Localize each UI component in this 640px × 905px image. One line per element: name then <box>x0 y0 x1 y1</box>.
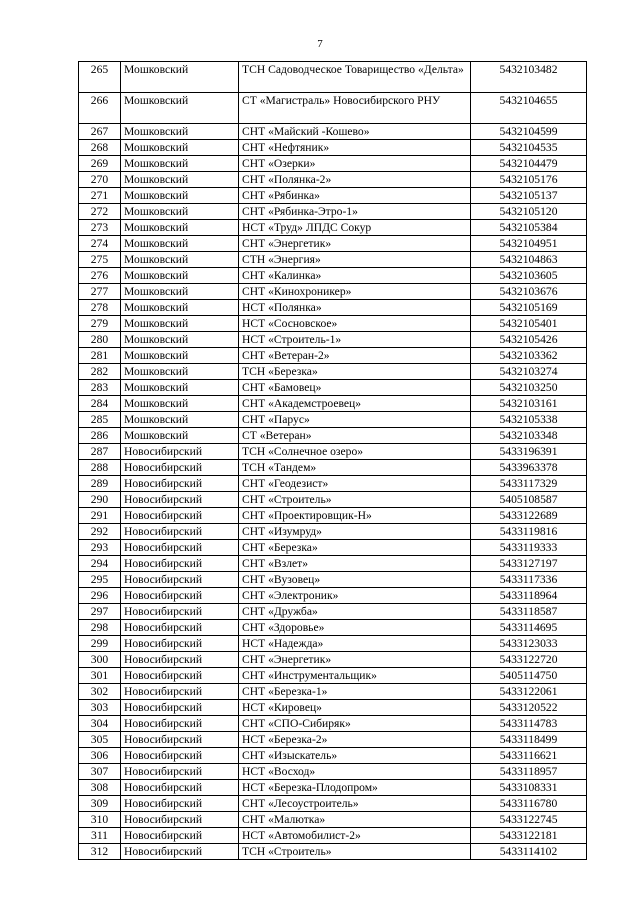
district-cell: Мошковский <box>121 124 239 140</box>
row-number: 275 <box>79 252 121 268</box>
table-row <box>79 412 587 428</box>
district-cell: Новосибирский <box>121 684 239 700</box>
row-number: 291 <box>79 508 121 524</box>
organization-name-cell: СНТ «Березка-1» <box>239 684 471 700</box>
inn-cell: 5432104863 <box>471 252 587 268</box>
organization-name-cell: СНТ «Взлет» <box>239 556 471 572</box>
registry-table <box>78 61 587 860</box>
inn-cell: 5433120522 <box>471 700 587 716</box>
table-row <box>79 236 587 252</box>
table-row <box>79 588 587 604</box>
table-row <box>79 93 587 124</box>
district-cell: Мошковский <box>121 284 239 300</box>
inn-cell: 5405114750 <box>471 668 587 684</box>
table-row <box>79 204 587 220</box>
inn-cell: 5432103362 <box>471 348 587 364</box>
organization-name-cell: СНТ «Рябинка-Этро-1» <box>239 204 471 220</box>
row-number: 281 <box>79 348 121 364</box>
organization-name-cell: НСТ «Автомобилист-2» <box>239 828 471 844</box>
inn-cell: 5432104479 <box>471 156 587 172</box>
table-row <box>79 620 587 636</box>
inn-cell: 5433963378 <box>471 460 587 476</box>
row-number: 268 <box>79 140 121 156</box>
table-row <box>79 396 587 412</box>
inn-cell: 5433114783 <box>471 716 587 732</box>
row-number: 311 <box>79 828 121 844</box>
organization-name-cell: НСТ «Полянка» <box>239 300 471 316</box>
organization-name-cell: СТ «Магистраль» Новосибирского РНУ <box>239 93 471 124</box>
table-row <box>79 684 587 700</box>
district-cell: Новосибирский <box>121 716 239 732</box>
table-row <box>79 492 587 508</box>
district-cell: Мошковский <box>121 412 239 428</box>
organization-name-cell: СНТ «Рябинка» <box>239 188 471 204</box>
table-row <box>79 764 587 780</box>
table-row <box>79 124 587 140</box>
district-cell: Новосибирский <box>121 556 239 572</box>
district-cell: Мошковский <box>121 188 239 204</box>
inn-cell: 5433122181 <box>471 828 587 844</box>
row-number: 284 <box>79 396 121 412</box>
inn-cell: 5433118499 <box>471 732 587 748</box>
row-number: 277 <box>79 284 121 300</box>
table-row <box>79 604 587 620</box>
inn-cell: 5432103348 <box>471 428 587 444</box>
organization-name-cell: НСТ «Труд» ЛПДС Сокур <box>239 220 471 236</box>
row-number: 267 <box>79 124 121 140</box>
table-row <box>79 140 587 156</box>
inn-cell: 5432105120 <box>471 204 587 220</box>
table-row <box>79 62 587 93</box>
row-number: 283 <box>79 380 121 396</box>
district-cell: Новосибирский <box>121 764 239 780</box>
inn-cell: 5433117336 <box>471 572 587 588</box>
organization-name-cell: СНТ «Изыскатель» <box>239 748 471 764</box>
row-number: 295 <box>79 572 121 588</box>
organization-name-cell: ТСН «Тандем» <box>239 460 471 476</box>
row-number: 304 <box>79 716 121 732</box>
table-row <box>79 348 587 364</box>
inn-cell: 5433122720 <box>471 652 587 668</box>
inn-cell: 5432103161 <box>471 396 587 412</box>
organization-name-cell: СНТ «Калинка» <box>239 268 471 284</box>
row-number: 285 <box>79 412 121 428</box>
inn-cell: 5432105384 <box>471 220 587 236</box>
organization-name-cell: СНТ «Дружба» <box>239 604 471 620</box>
row-number: 288 <box>79 460 121 476</box>
table-row <box>79 268 587 284</box>
table-row <box>79 780 587 796</box>
inn-cell: 5433114102 <box>471 844 587 860</box>
table-row <box>79 716 587 732</box>
table-row <box>79 812 587 828</box>
organization-name-cell: СНТ «Электроник» <box>239 588 471 604</box>
organization-name-cell: ТСН Садоводческое Товарищество «Дельта» <box>239 62 471 93</box>
inn-cell: 5432103250 <box>471 380 587 396</box>
row-number: 300 <box>79 652 121 668</box>
row-number: 272 <box>79 204 121 220</box>
organization-name-cell: СНТ «Лесоустроитель» <box>239 796 471 812</box>
row-number: 279 <box>79 316 121 332</box>
inn-cell: 5433118964 <box>471 588 587 604</box>
district-cell: Мошковский <box>121 252 239 268</box>
row-number: 298 <box>79 620 121 636</box>
district-cell: Новосибирский <box>121 524 239 540</box>
organization-name-cell: НСТ «Строитель-1» <box>239 332 471 348</box>
district-cell: Новосибирский <box>121 828 239 844</box>
table-row <box>79 652 587 668</box>
organization-name-cell: НСТ «Кировец» <box>239 700 471 716</box>
table-row <box>79 508 587 524</box>
inn-cell: 5432103605 <box>471 268 587 284</box>
district-cell: Новосибирский <box>121 636 239 652</box>
table-row <box>79 188 587 204</box>
table-row <box>79 252 587 268</box>
row-number: 270 <box>79 172 121 188</box>
organization-name-cell: НСТ «Березка-Плодопром» <box>239 780 471 796</box>
row-number: 287 <box>79 444 121 460</box>
table-row <box>79 572 587 588</box>
district-cell: Новосибирский <box>121 604 239 620</box>
table-row <box>79 444 587 460</box>
row-number: 308 <box>79 780 121 796</box>
table-row <box>79 540 587 556</box>
district-cell: Мошковский <box>121 332 239 348</box>
inn-cell: 5433123033 <box>471 636 587 652</box>
table-row <box>79 332 587 348</box>
row-number: 306 <box>79 748 121 764</box>
district-cell: Мошковский <box>121 204 239 220</box>
inn-cell: 5433122061 <box>471 684 587 700</box>
inn-cell: 5432103676 <box>471 284 587 300</box>
row-number: 293 <box>79 540 121 556</box>
row-number: 290 <box>79 492 121 508</box>
organization-name-cell: СНТ «Проектировщик-Н» <box>239 508 471 524</box>
table-row <box>79 220 587 236</box>
district-cell: Мошковский <box>121 93 239 124</box>
organization-name-cell: СТН «Энергия» <box>239 252 471 268</box>
district-cell: Новосибирский <box>121 492 239 508</box>
row-number: 282 <box>79 364 121 380</box>
inn-cell: 5433116780 <box>471 796 587 812</box>
organization-name-cell: СНТ «Полянка-2» <box>239 172 471 188</box>
inn-cell: 5432104599 <box>471 124 587 140</box>
row-number: 273 <box>79 220 121 236</box>
row-number: 296 <box>79 588 121 604</box>
organization-name-cell: СНТ «Малютка» <box>239 812 471 828</box>
inn-cell: 5432105338 <box>471 412 587 428</box>
inn-cell: 5433127197 <box>471 556 587 572</box>
inn-cell: 5432105137 <box>471 188 587 204</box>
row-number: 310 <box>79 812 121 828</box>
inn-cell: 5432104951 <box>471 236 587 252</box>
inn-cell: 5433114695 <box>471 620 587 636</box>
district-cell: Новосибирский <box>121 508 239 524</box>
row-number: 307 <box>79 764 121 780</box>
table-row <box>79 732 587 748</box>
district-cell: Мошковский <box>121 62 239 93</box>
district-cell: Мошковский <box>121 396 239 412</box>
table-row <box>79 428 587 444</box>
row-number: 303 <box>79 700 121 716</box>
page-number: 7 <box>317 38 323 50</box>
row-number: 297 <box>79 604 121 620</box>
organization-name-cell: НСТ «Восход» <box>239 764 471 780</box>
row-number: 269 <box>79 156 121 172</box>
table-row <box>79 460 587 476</box>
row-number: 302 <box>79 684 121 700</box>
table-row <box>79 316 587 332</box>
district-cell: Мошковский <box>121 300 239 316</box>
organization-name-cell: СНТ «Здоровье» <box>239 620 471 636</box>
row-number: 278 <box>79 300 121 316</box>
table-row <box>79 636 587 652</box>
district-cell: Новосибирский <box>121 668 239 684</box>
organization-name-cell: ТСН «Солнечное озеро» <box>239 444 471 460</box>
row-number: 312 <box>79 844 121 860</box>
row-number: 276 <box>79 268 121 284</box>
inn-cell: 5433118587 <box>471 604 587 620</box>
organization-name-cell: СНТ «Энергетик» <box>239 652 471 668</box>
inn-cell: 5433119333 <box>471 540 587 556</box>
organization-name-cell: СНТ «Озерки» <box>239 156 471 172</box>
inn-cell: 5432104535 <box>471 140 587 156</box>
inn-cell: 5432105401 <box>471 316 587 332</box>
inn-cell: 5433117329 <box>471 476 587 492</box>
row-number: 286 <box>79 428 121 444</box>
organization-name-cell: СНТ «Майский -Кошево» <box>239 124 471 140</box>
inn-cell: 5432104655 <box>471 93 587 124</box>
district-cell: Новосибирский <box>121 812 239 828</box>
organization-name-cell: ТСН «Березка» <box>239 364 471 380</box>
organization-name-cell: СНТ «Геодезист» <box>239 476 471 492</box>
inn-cell: 5433122689 <box>471 508 587 524</box>
organization-name-cell: СТ «Ветеран» <box>239 428 471 444</box>
table-row <box>79 700 587 716</box>
table-row <box>79 524 587 540</box>
table-row <box>79 172 587 188</box>
organization-name-cell: ТСН «Строитель» <box>239 844 471 860</box>
district-cell: Мошковский <box>121 172 239 188</box>
inn-cell: 5433118957 <box>471 764 587 780</box>
table-row <box>79 556 587 572</box>
inn-cell: 5433122745 <box>471 812 587 828</box>
district-cell: Мошковский <box>121 428 239 444</box>
district-cell: Новосибирский <box>121 620 239 636</box>
district-cell: Новосибирский <box>121 444 239 460</box>
organization-name-cell: СНТ «Энергетик» <box>239 236 471 252</box>
inn-cell: 5433108331 <box>471 780 587 796</box>
table-row <box>79 828 587 844</box>
inn-cell: 5432103482 <box>471 62 587 93</box>
district-cell: Мошковский <box>121 380 239 396</box>
organization-name-cell: НСТ «Надежда» <box>239 636 471 652</box>
district-cell: Новосибирский <box>121 780 239 796</box>
row-number: 309 <box>79 796 121 812</box>
table-row <box>79 476 587 492</box>
row-number: 294 <box>79 556 121 572</box>
organization-name-cell: СНТ «Парус» <box>239 412 471 428</box>
organization-name-cell: СНТ «Изумруд» <box>239 524 471 540</box>
organization-name-cell: СНТ «Березка» <box>239 540 471 556</box>
row-number: 301 <box>79 668 121 684</box>
district-cell: Мошковский <box>121 140 239 156</box>
district-cell: Мошковский <box>121 316 239 332</box>
district-cell: Новосибирский <box>121 460 239 476</box>
row-number: 299 <box>79 636 121 652</box>
inn-cell: 5433119816 <box>471 524 587 540</box>
district-cell: Новосибирский <box>121 796 239 812</box>
district-cell: Мошковский <box>121 236 239 252</box>
district-cell: Новосибирский <box>121 844 239 860</box>
district-cell: Новосибирский <box>121 476 239 492</box>
organization-name-cell: НСТ «Сосновское» <box>239 316 471 332</box>
district-cell: Мошковский <box>121 348 239 364</box>
organization-name-cell: СНТ «Строитель» <box>239 492 471 508</box>
inn-cell: 5432105169 <box>471 300 587 316</box>
row-number: 266 <box>79 93 121 124</box>
district-cell: Новосибирский <box>121 748 239 764</box>
row-number: 280 <box>79 332 121 348</box>
row-number: 305 <box>79 732 121 748</box>
row-number: 292 <box>79 524 121 540</box>
table-row <box>79 300 587 316</box>
table-row <box>79 844 587 860</box>
organization-name-cell: СНТ «Вузовец» <box>239 572 471 588</box>
table-row <box>79 796 587 812</box>
district-cell: Мошковский <box>121 156 239 172</box>
organization-name-cell: НСТ «Березка-2» <box>239 732 471 748</box>
inn-cell: 5433116621 <box>471 748 587 764</box>
district-cell: Новосибирский <box>121 588 239 604</box>
table-row <box>79 364 587 380</box>
table-row <box>79 284 587 300</box>
inn-cell: 5432105426 <box>471 332 587 348</box>
table-row <box>79 668 587 684</box>
organization-name-cell: СНТ «Кинохроникер» <box>239 284 471 300</box>
district-cell: Новосибирский <box>121 572 239 588</box>
table-row <box>79 156 587 172</box>
district-cell: Мошковский <box>121 220 239 236</box>
organization-name-cell: СНТ «Академстроевец» <box>239 396 471 412</box>
inn-cell: 5432103274 <box>471 364 587 380</box>
table-body <box>79 62 587 860</box>
row-number: 265 <box>79 62 121 93</box>
organization-name-cell: СНТ «Бамовец» <box>239 380 471 396</box>
organization-name-cell: СНТ «СПО-Сибиряк» <box>239 716 471 732</box>
district-cell: Новосибирский <box>121 700 239 716</box>
inn-cell: 5405108587 <box>471 492 587 508</box>
row-number: 271 <box>79 188 121 204</box>
district-cell: Новосибирский <box>121 732 239 748</box>
district-cell: Новосибирский <box>121 652 239 668</box>
inn-cell: 5433196391 <box>471 444 587 460</box>
table-row <box>79 748 587 764</box>
organization-name-cell: СНТ «Нефтяник» <box>239 140 471 156</box>
district-cell: Мошковский <box>121 364 239 380</box>
organization-name-cell: СНТ «Инструментальщик» <box>239 668 471 684</box>
district-cell: Новосибирский <box>121 540 239 556</box>
district-cell: Мошковский <box>121 268 239 284</box>
inn-cell: 5432105176 <box>471 172 587 188</box>
row-number: 274 <box>79 236 121 252</box>
row-number: 289 <box>79 476 121 492</box>
organization-name-cell: СНТ «Ветеран-2» <box>239 348 471 364</box>
table-row <box>79 380 587 396</box>
